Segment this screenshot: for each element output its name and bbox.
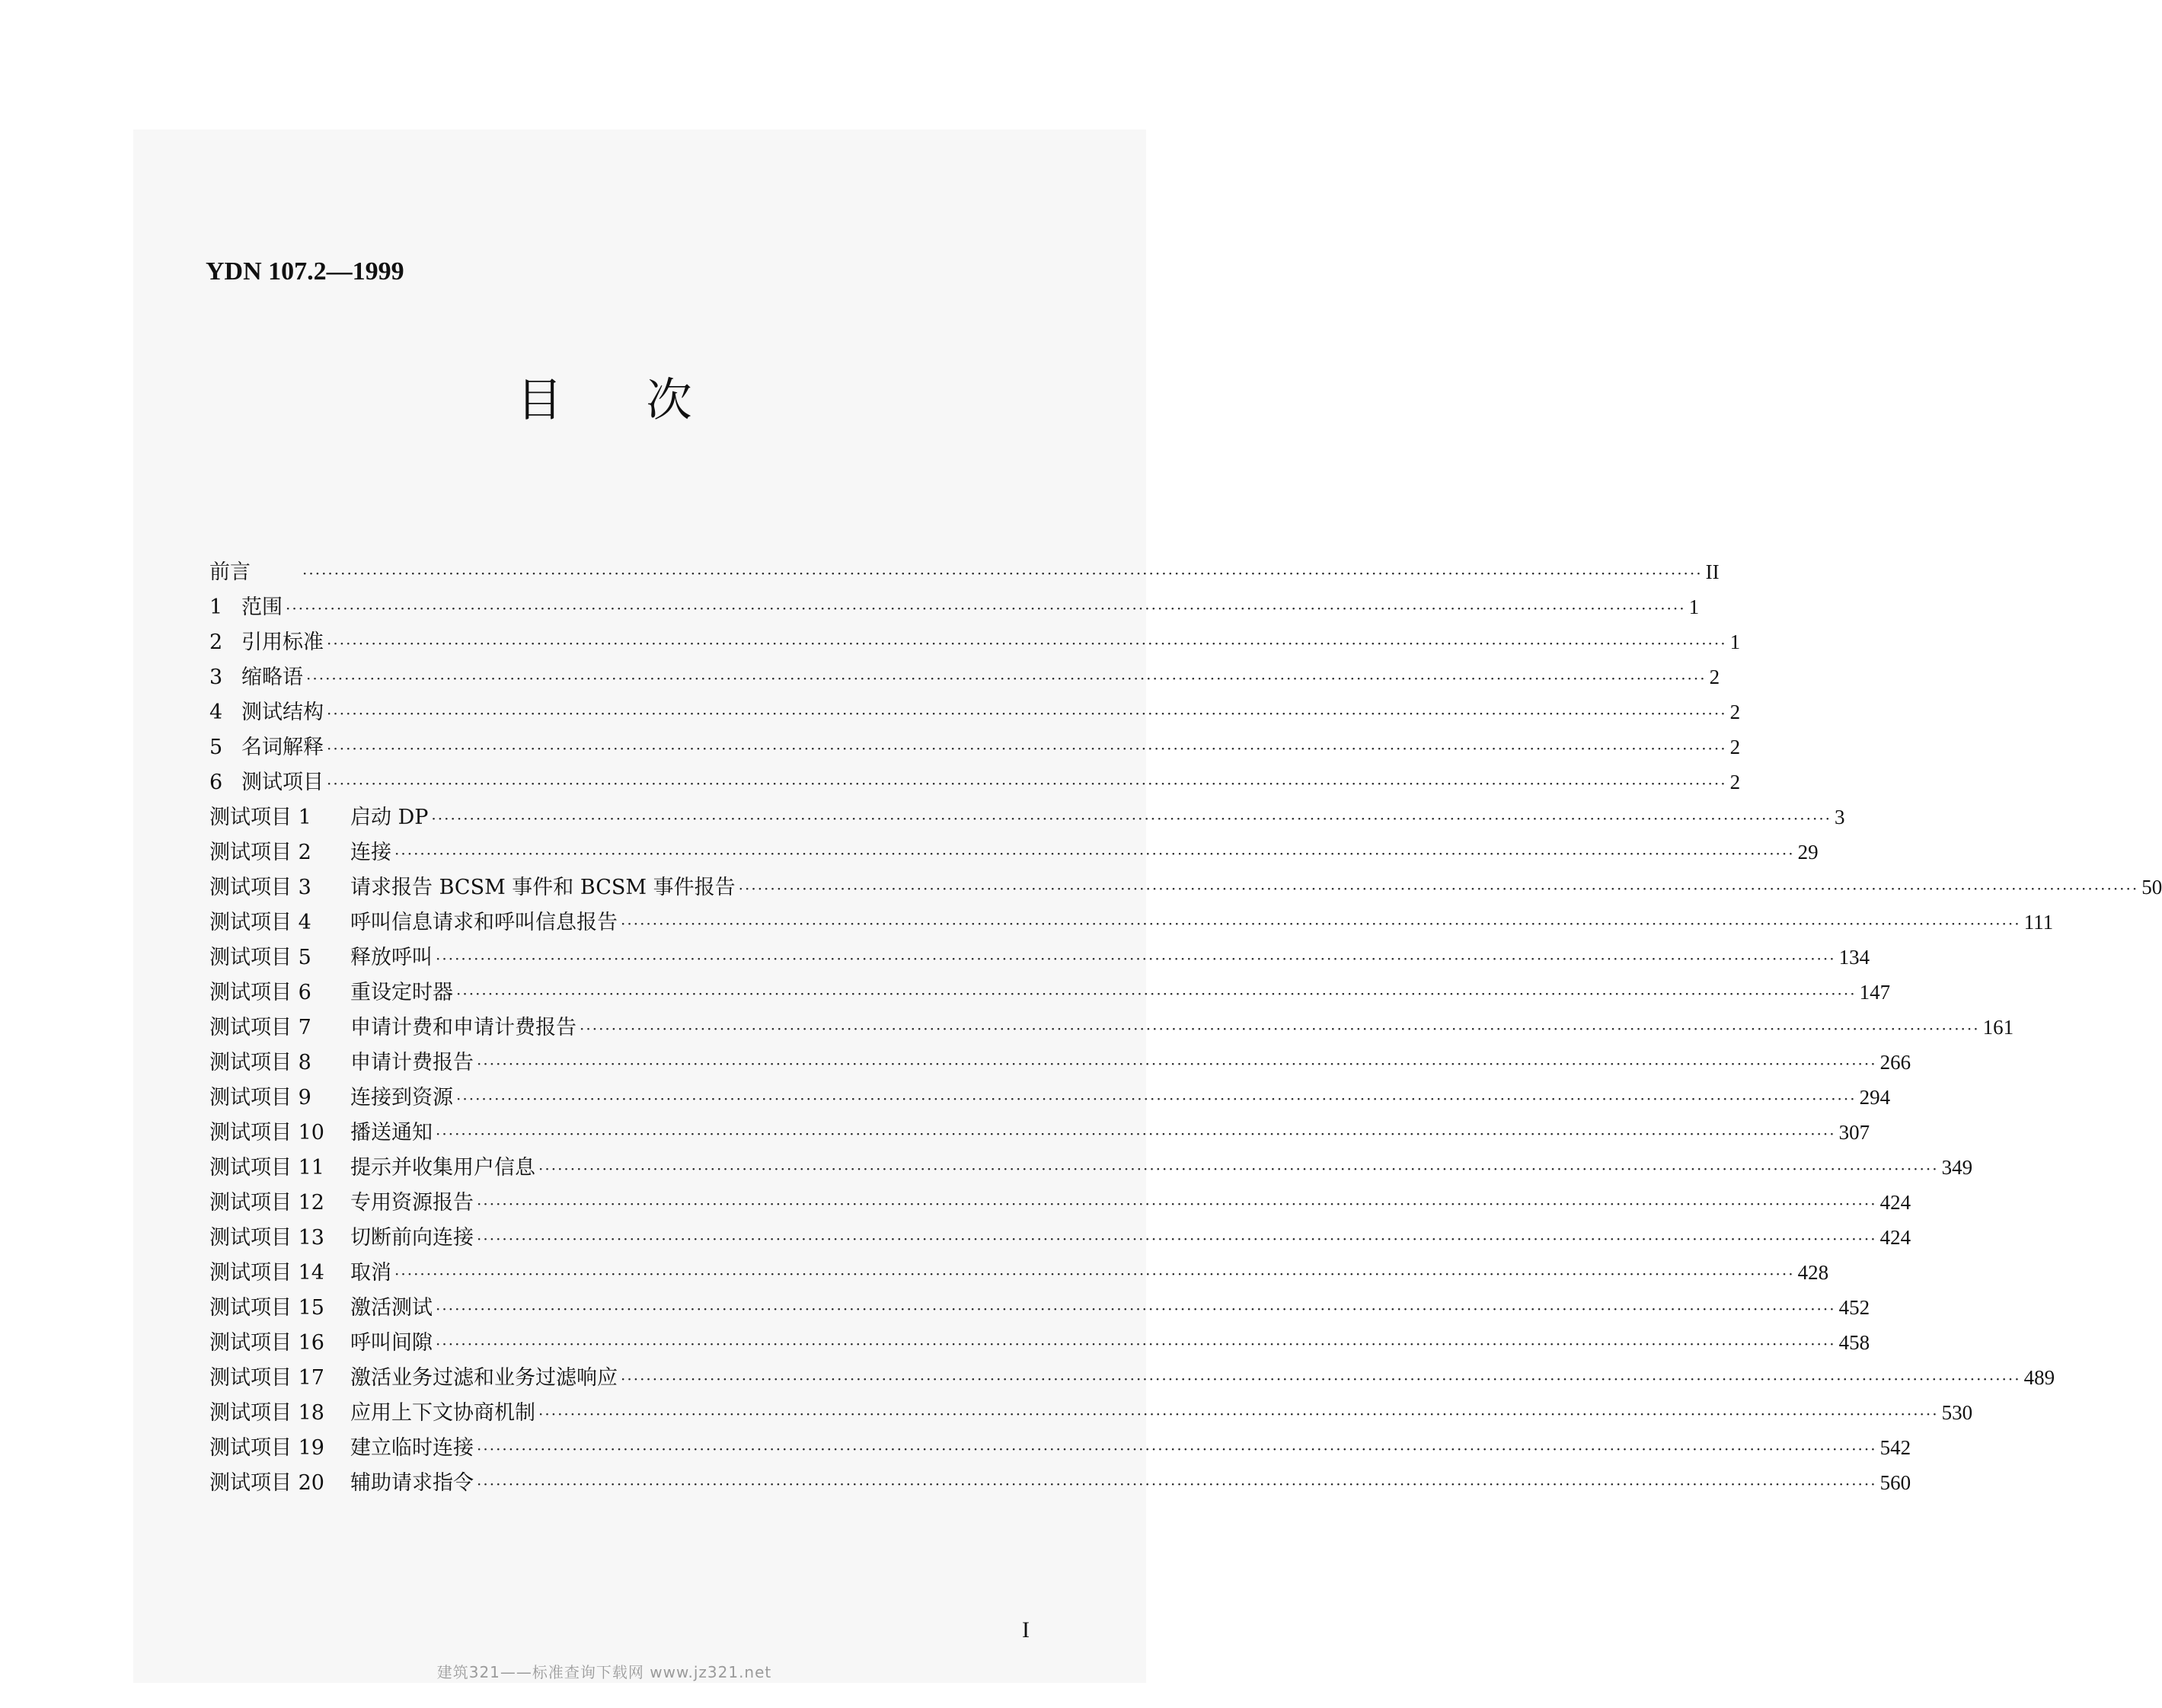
toc-entry-title: 辅助请求指令 bbox=[350, 1471, 474, 1495]
toc-leader-dots: ···························································································································································································································· bbox=[621, 1370, 2021, 1388]
toc-entry-label bbox=[209, 660, 303, 695]
toc-entry bbox=[209, 659, 1720, 694]
toc-entry-page: 3 bbox=[1835, 806, 1845, 828]
toc-leader-dots: ···························································································································································································································· bbox=[327, 774, 1727, 793]
toc-leader-dots: ···························································································································································································································· bbox=[286, 599, 1686, 618]
toc-entry-page: 307 bbox=[1838, 1121, 1870, 1144]
toc-entry-number: 测试项目 10 bbox=[209, 1121, 324, 1145]
toc-entry-page: 266 bbox=[1879, 1051, 1911, 1074]
toc-entry-title: 提示并收集用户信息 bbox=[350, 1156, 535, 1180]
toc-entry-label bbox=[209, 1010, 576, 1046]
toc-entry-number: 4 bbox=[209, 701, 223, 724]
toc-entry-title: 切断前向连接 bbox=[350, 1226, 474, 1250]
toc-entry-page: 542 bbox=[1879, 1436, 1911, 1459]
toc-entry-page: 2 bbox=[1729, 771, 1741, 793]
toc-entry-label bbox=[209, 1186, 474, 1221]
toc-entry-title: 连接到资源 bbox=[350, 1086, 453, 1109]
toc-leader-dots: ···························································································································································································································· bbox=[431, 809, 1832, 828]
toc-entry bbox=[209, 800, 1845, 835]
toc-entry-page: 424 bbox=[1879, 1226, 1911, 1249]
toc-entry-page: 530 bbox=[1941, 1401, 1973, 1424]
toc-entry-page: 147 bbox=[1859, 981, 1891, 1004]
toc-entry-label bbox=[209, 555, 299, 590]
toc-entry bbox=[209, 554, 1720, 589]
toc-leader-dots: ···························································································································································································································· bbox=[477, 1195, 1877, 1213]
toc-leader-dots: ···························································································································································································································· bbox=[456, 1090, 1857, 1108]
toc-entry-title: 专用资源报告 bbox=[350, 1191, 474, 1215]
toc-entry bbox=[209, 835, 1819, 870]
toc-entry-number: 测试项目 16 bbox=[209, 1331, 324, 1355]
toc-leader-dots: ···························································································································································································································· bbox=[436, 1300, 1836, 1318]
toc-entry bbox=[209, 905, 2054, 940]
toc-entry-number: 测试项目 3 bbox=[209, 876, 311, 899]
toc-entry-number: 测试项目 8 bbox=[209, 1051, 311, 1074]
toc-entry-title: 激活测试 bbox=[350, 1296, 433, 1320]
toc-entry bbox=[209, 1395, 1973, 1430]
toc-entry bbox=[209, 940, 1870, 975]
toc-entry-number: 测试项目 9 bbox=[209, 1086, 311, 1109]
toc-entry-number: 测试项目 6 bbox=[209, 981, 311, 1004]
toc-entry-title: 取消 bbox=[350, 1261, 391, 1285]
toc-entry bbox=[209, 1220, 1911, 1255]
toc-entry-title: 缩略语 bbox=[241, 666, 303, 689]
toc-entry-number: 测试项目 12 bbox=[209, 1191, 324, 1215]
toc-entry-page: 161 bbox=[1982, 1016, 2014, 1039]
toc-leader-dots: ···························································································································································································································· bbox=[327, 704, 1727, 723]
toc-leader-dots: ···························································································································································································································· bbox=[302, 564, 1703, 583]
toc-entry bbox=[209, 694, 1741, 729]
toc-leader-dots: ···························································································································································································································· bbox=[306, 669, 1707, 688]
toc-entry-number: 测试项目 20 bbox=[209, 1471, 324, 1495]
toc-entry-number: 测试项目 2 bbox=[209, 841, 311, 864]
toc-entry bbox=[209, 1290, 1870, 1325]
toc-entry bbox=[209, 624, 1741, 659]
toc-entry-number: 3 bbox=[209, 666, 223, 689]
toc-entry-number: 2 bbox=[209, 631, 223, 654]
toc-entry bbox=[209, 1465, 1911, 1500]
toc-leader-dots: ···························································································································································································································· bbox=[738, 880, 2139, 898]
toc-entry-number: 测试项目 18 bbox=[209, 1401, 324, 1425]
toc-entry-title: 应用上下文协商机制 bbox=[350, 1401, 535, 1425]
toc-entry-label bbox=[209, 1431, 474, 1466]
toc-leader-dots: ···························································································································································································································· bbox=[580, 1020, 1980, 1038]
toc-leader-dots: ···························································································································································································································· bbox=[327, 739, 1727, 758]
toc-leader-dots: ···························································································································································································································· bbox=[394, 844, 1795, 863]
toc-entry-page: 2 bbox=[1729, 736, 1741, 758]
toc-entry-page: 134 bbox=[1838, 946, 1870, 969]
toc-entry-title: 释放呼叫 bbox=[350, 946, 433, 969]
toc-entry-number: 测试项目 14 bbox=[209, 1261, 324, 1285]
toc-entry bbox=[209, 870, 2162, 905]
document-code: YDN 107.2—1999 bbox=[206, 257, 404, 286]
toc-entry-number: 1 bbox=[209, 595, 223, 619]
toc-entry bbox=[209, 1045, 1911, 1080]
toc-entry bbox=[209, 1150, 1973, 1185]
toc-leader-dots: ···························································································································································································································· bbox=[394, 1265, 1795, 1283]
toc-entry-title: 范围 bbox=[241, 595, 283, 619]
toc-leader-dots: ···························································································································································································································· bbox=[436, 950, 1836, 968]
toc-entry-label bbox=[209, 1291, 433, 1326]
toc-entry bbox=[209, 1010, 2014, 1045]
toc-entry-title: 名词解释 bbox=[241, 736, 324, 759]
toc-entry-label bbox=[209, 1081, 453, 1116]
toc-entry bbox=[209, 1080, 1891, 1115]
toc-heading: 目次 bbox=[516, 374, 776, 427]
toc-leader-dots: ···························································································································································································································· bbox=[538, 1405, 1939, 1423]
toc-entry-label bbox=[209, 1361, 618, 1396]
toc-entry bbox=[209, 729, 1741, 765]
toc-entry-page: 1 bbox=[1729, 631, 1741, 653]
toc-entry-label bbox=[209, 730, 324, 765]
toc-entry-page: 452 bbox=[1838, 1296, 1870, 1319]
toc-entry-title: 请求报告 BCSM 事件和 BCSM 事件报告 bbox=[350, 876, 736, 899]
toc-entry-label bbox=[209, 1116, 433, 1151]
toc-entry-title: 启动 DP bbox=[350, 806, 429, 829]
toc-entry-title: 连接 bbox=[350, 841, 391, 864]
toc-entry bbox=[209, 765, 1741, 800]
toc-entry bbox=[209, 1115, 1870, 1150]
toc-entry-label bbox=[209, 1326, 433, 1361]
toc-entry bbox=[209, 589, 1700, 624]
toc-entry-number: 5 bbox=[209, 736, 223, 759]
toc-leader-dots: ···························································································································································································································· bbox=[538, 1160, 1939, 1178]
watermark-footer: 建筑321——标准查询下载网 www.jz321.net bbox=[436, 1663, 772, 1681]
toc-entry-page: 2 bbox=[1729, 701, 1741, 723]
toc-entry-label bbox=[209, 1256, 391, 1291]
toc-entry bbox=[209, 975, 1891, 1010]
toc-entry-page: II bbox=[1705, 560, 1720, 583]
toc-entry-title: 测试结构 bbox=[241, 701, 324, 724]
toc-entry-label bbox=[209, 800, 428, 835]
toc-entry-label bbox=[209, 1396, 535, 1431]
toc-leader-dots: ···························································································································································································································· bbox=[477, 1055, 1877, 1073]
toc-entry-page: 50 bbox=[2141, 876, 2162, 899]
toc-entry-page: 349 bbox=[1941, 1156, 1973, 1179]
toc-entry-title: 测试项目 bbox=[241, 771, 324, 794]
toc-entry-title: 重设定时器 bbox=[350, 981, 453, 1004]
toc-entry-label bbox=[209, 625, 324, 660]
toc-entry-label bbox=[209, 590, 283, 625]
toc-entry-page: 458 bbox=[1838, 1331, 1870, 1354]
toc-entry-title: 引用标准 bbox=[241, 631, 324, 654]
toc-entry-number: 测试项目 15 bbox=[209, 1296, 324, 1320]
toc-entry-title: 播送通知 bbox=[350, 1121, 433, 1145]
page-number: I bbox=[1022, 1617, 1030, 1643]
toc-entry-label bbox=[209, 1151, 535, 1186]
toc-entry bbox=[209, 1325, 1870, 1360]
toc-leader-dots: ···························································································································································································································· bbox=[456, 985, 1857, 1003]
toc-entry-number: 测试项目 17 bbox=[209, 1366, 324, 1390]
toc-leader-dots: ···························································································································································································································· bbox=[477, 1230, 1877, 1248]
toc-entry-number: 测试项目 19 bbox=[209, 1436, 324, 1460]
toc-entry-page: 29 bbox=[1797, 841, 1819, 864]
toc-entry-page: 2 bbox=[1709, 666, 1720, 688]
toc-entry-page: 489 bbox=[2023, 1366, 2055, 1389]
toc-leader-dots: ···························································································································································································································· bbox=[436, 1335, 1836, 1353]
toc-entry bbox=[209, 1430, 1911, 1465]
toc-entry bbox=[209, 1185, 1911, 1220]
toc-leader-dots: ···························································································································································································································· bbox=[477, 1475, 1877, 1493]
table-of-contents bbox=[209, 554, 2162, 1500]
toc-entry-label bbox=[209, 905, 618, 940]
toc-entry-label bbox=[209, 975, 453, 1010]
toc-entry-title: 激活业务过滤和业务过滤响应 bbox=[350, 1366, 618, 1390]
toc-entry-number: 测试项目 1 bbox=[209, 806, 311, 829]
toc-entry bbox=[209, 1255, 1829, 1290]
toc-entry-title: 建立临时连接 bbox=[350, 1436, 474, 1460]
toc-entry-page: 560 bbox=[1879, 1471, 1911, 1494]
toc-entry-label bbox=[209, 870, 736, 905]
toc-entry-title: 申请计费和申请计费报告 bbox=[350, 1016, 576, 1039]
toc-entry-number: 6 bbox=[209, 771, 223, 794]
toc-entry-label bbox=[209, 1466, 474, 1501]
toc-entry-number: 测试项目 11 bbox=[209, 1156, 324, 1180]
toc-entry-label bbox=[209, 695, 324, 730]
toc-leader-dots: ···························································································································································································································· bbox=[327, 634, 1727, 653]
toc-leader-dots: ···························································································································································································································· bbox=[621, 915, 2021, 933]
toc-entry-number: 测试项目 5 bbox=[209, 946, 311, 969]
toc-entry-page: 294 bbox=[1859, 1086, 1891, 1109]
toc-leader-dots: ···························································································································································································································· bbox=[436, 1125, 1836, 1143]
toc-entry-page: 428 bbox=[1797, 1261, 1829, 1284]
toc-entry-number: 测试项目 13 bbox=[209, 1226, 324, 1250]
toc-entry-page: 424 bbox=[1879, 1191, 1911, 1214]
toc-entry bbox=[209, 1360, 2055, 1395]
toc-entry-title: 前言 bbox=[209, 560, 251, 584]
toc-entry-label bbox=[209, 940, 433, 975]
toc-entry-label bbox=[209, 765, 324, 800]
toc-entry-title: 呼叫信息请求和呼叫信息报告 bbox=[350, 911, 618, 934]
toc-entry-title: 申请计费报告 bbox=[350, 1051, 474, 1074]
toc-entry-page: 111 bbox=[2023, 911, 2054, 934]
toc-entry-page: 1 bbox=[1688, 595, 1700, 618]
toc-entry-number: 测试项目 4 bbox=[209, 911, 311, 934]
toc-entry-label bbox=[209, 835, 391, 870]
toc-entry-label bbox=[209, 1046, 474, 1081]
toc-leader-dots: ···························································································································································································································· bbox=[477, 1440, 1877, 1458]
toc-entry-number: 测试项目 7 bbox=[209, 1016, 311, 1039]
toc-entry-label bbox=[209, 1221, 474, 1256]
toc-entry-title: 呼叫间隙 bbox=[350, 1331, 433, 1355]
